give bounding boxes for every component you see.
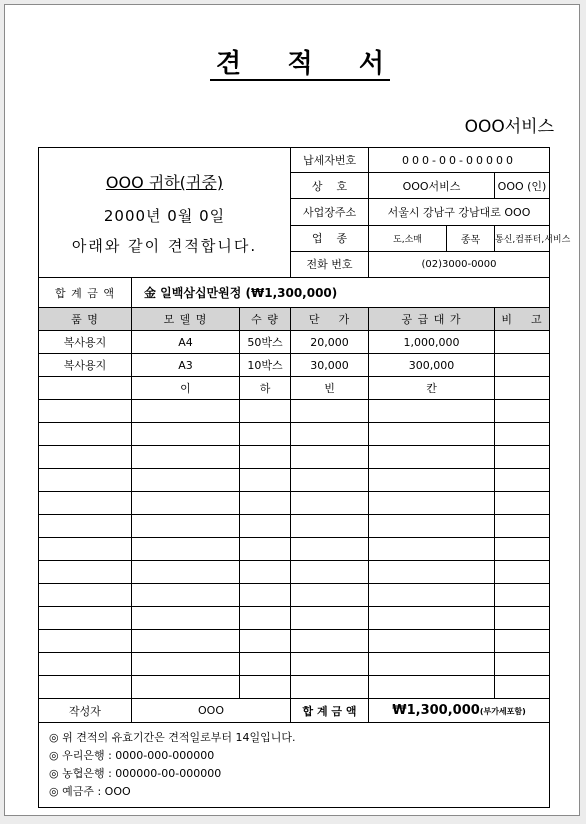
- title-char: 서: [358, 49, 384, 79]
- table-cell: [291, 469, 369, 492]
- table-cell: [240, 676, 291, 699]
- table-cell: [369, 538, 495, 561]
- table-cell: [495, 400, 550, 423]
- table-cell: 10박스: [240, 354, 291, 377]
- sum-amount: ₩1,300,000: [392, 703, 480, 718]
- table-cell: [39, 377, 132, 400]
- note-line: ◎ 농협은행 : 000000-00-000000: [49, 767, 222, 780]
- table-cell: [39, 492, 132, 515]
- table-cell: [369, 469, 495, 492]
- table-row: [39, 469, 550, 492]
- table-cell: [39, 446, 132, 469]
- table-cell: [495, 561, 550, 584]
- company-value: OOO서비스: [369, 173, 495, 199]
- table-cell: [369, 676, 495, 699]
- table-cell: 칸: [369, 377, 495, 400]
- table-cell: [495, 354, 550, 377]
- table-cell: [495, 515, 550, 538]
- table-cell: [369, 653, 495, 676]
- table-cell: [39, 607, 132, 630]
- phone-value: (02)3000-0000: [369, 251, 550, 277]
- table-row: [39, 423, 550, 446]
- table-cell: 30,000: [291, 354, 369, 377]
- quotation-table: [38, 147, 571, 808]
- table-cell: [39, 400, 132, 423]
- table-cell: [132, 653, 240, 676]
- table-cell: [240, 423, 291, 446]
- table-cell: [495, 377, 550, 400]
- address-label: 사업장주소: [291, 199, 369, 225]
- table-cell: [240, 561, 291, 584]
- table-cell: [132, 446, 240, 469]
- table-cell: [132, 423, 240, 446]
- table-cell: [240, 584, 291, 607]
- note-line: ◎ 예금주 : OOO: [49, 785, 131, 798]
- table-cell: 300,000: [369, 354, 495, 377]
- table-cell: [291, 538, 369, 561]
- intro-text: 아래와 같이 견적합니다.: [71, 237, 258, 255]
- table-cell: [39, 630, 132, 653]
- table-cell: [369, 515, 495, 538]
- column-header: 품 명: [39, 308, 132, 331]
- table-cell: [495, 676, 550, 699]
- column-header: 비 고: [495, 308, 550, 331]
- table-cell: [39, 538, 132, 561]
- table-cell: [291, 492, 369, 515]
- table-cell: [291, 584, 369, 607]
- table-cell: [369, 400, 495, 423]
- table-cell: [369, 584, 495, 607]
- column-header: 수 량: [240, 308, 291, 331]
- table-cell: [291, 630, 369, 653]
- table-row: [39, 653, 550, 676]
- table-cell: [369, 492, 495, 515]
- table-cell: [132, 584, 240, 607]
- table-row: [39, 561, 550, 584]
- table-cell: [39, 515, 132, 538]
- business-type: 도,소매: [369, 225, 447, 251]
- table-cell: [291, 400, 369, 423]
- item-value: 통신,컴퓨터,서비스: [495, 225, 550, 251]
- table-cell: [39, 423, 132, 446]
- table-cell: [495, 469, 550, 492]
- table-cell: 복사용지: [39, 331, 132, 354]
- table-cell: [39, 676, 132, 699]
- table-row: [39, 538, 550, 561]
- table-cell: A3: [132, 354, 240, 377]
- writer-label: 작성자: [39, 699, 132, 723]
- note-line: ◎ 우리은행 : 0000-000-000000: [49, 749, 215, 762]
- recipient-name: OOO 귀하(귀중): [105, 173, 224, 192]
- table-cell: 20,000: [291, 331, 369, 354]
- table-cell: [240, 538, 291, 561]
- table-cell: [495, 331, 550, 354]
- regno-value: 000-00-00000: [369, 148, 550, 173]
- column-header: 모 델 명: [132, 308, 240, 331]
- table-cell: [39, 561, 132, 584]
- table-cell: [495, 538, 550, 561]
- table-cell: [132, 676, 240, 699]
- table-cell: [369, 561, 495, 584]
- table-cell: [240, 607, 291, 630]
- sum-label: 합 계 금 액: [291, 699, 369, 723]
- table-cell: [240, 515, 291, 538]
- table-cell: [132, 630, 240, 653]
- table-cell: 이: [132, 377, 240, 400]
- table-cell: [39, 469, 132, 492]
- table-row: [39, 446, 550, 469]
- table-row: [39, 354, 550, 377]
- title-char: 적: [287, 49, 313, 79]
- table-cell: [240, 400, 291, 423]
- table-cell: 복사용지: [39, 354, 132, 377]
- table-cell: 50박스: [240, 331, 291, 354]
- table-row: [39, 584, 550, 607]
- table-cell: [39, 653, 132, 676]
- table-cell: 하: [240, 377, 291, 400]
- recipient-block: [39, 148, 291, 278]
- table-row: [39, 676, 550, 699]
- address-value: 서울시 강남구 강남대로 OOO: [369, 199, 550, 225]
- table-cell: [495, 607, 550, 630]
- table-cell: [495, 492, 550, 515]
- table-row: [39, 492, 550, 515]
- table-row: [39, 400, 550, 423]
- table-cell: [240, 630, 291, 653]
- table-cell: [132, 561, 240, 584]
- table-cell: [132, 515, 240, 538]
- table-cell: [39, 584, 132, 607]
- title-char: 견: [216, 49, 242, 79]
- item-label: 종목: [447, 225, 495, 251]
- representative-value: OOO (인): [495, 173, 550, 199]
- table-cell: [240, 653, 291, 676]
- table-cell: [291, 561, 369, 584]
- table-cell: [132, 492, 240, 515]
- table-cell: 1,000,000: [369, 331, 495, 354]
- business-label: 업 종: [291, 225, 369, 251]
- table-cell: [132, 538, 240, 561]
- table-cell: [495, 584, 550, 607]
- phone-label: 전화 번호: [291, 251, 369, 277]
- table-cell: [291, 423, 369, 446]
- table-cell: [291, 653, 369, 676]
- table-row: [39, 331, 550, 354]
- table-cell: [495, 630, 550, 653]
- table-cell: [240, 446, 291, 469]
- table-row: [39, 515, 550, 538]
- writer-value: OOO: [132, 699, 291, 723]
- note-line: ◎ 위 견적의 유효기간은 견적일로부터 14일입니다.: [49, 731, 296, 744]
- table-cell: [132, 607, 240, 630]
- table-cell: [369, 607, 495, 630]
- column-header: 공 급 대 가: [369, 308, 495, 331]
- table-cell: [240, 492, 291, 515]
- table-cell: [291, 607, 369, 630]
- total-label: 합 계 금 액: [39, 278, 132, 308]
- column-header: 단 가: [291, 308, 369, 331]
- notes-block: [39, 723, 550, 808]
- document-title: [210, 49, 390, 81]
- table-cell: [291, 446, 369, 469]
- regno-label: 납세자번호: [291, 148, 369, 173]
- company-label: 상 호: [291, 173, 369, 199]
- table-cell: [495, 423, 550, 446]
- table-cell: [495, 446, 550, 469]
- table-cell: [369, 423, 495, 446]
- table-row: [39, 607, 550, 630]
- table-cell: [291, 515, 369, 538]
- quote-date: 2000년 0월 0일: [103, 207, 226, 225]
- total-amount: 金 일백삼십만원정 (₩1,300,000): [132, 278, 550, 308]
- table-cell: 빈: [291, 377, 369, 400]
- table-cell: [369, 446, 495, 469]
- table-row: [39, 377, 550, 400]
- company-name: OOO서비스: [464, 117, 554, 137]
- table-cell: A4: [132, 331, 240, 354]
- table-row: [39, 630, 550, 653]
- table-cell: [495, 653, 550, 676]
- table-cell: [291, 676, 369, 699]
- table-cell: [369, 630, 495, 653]
- sum-value: [369, 699, 550, 723]
- sum-note: (부가세포함): [479, 707, 526, 716]
- table-cell: [132, 469, 240, 492]
- table-cell: [132, 400, 240, 423]
- table-cell: [240, 469, 291, 492]
